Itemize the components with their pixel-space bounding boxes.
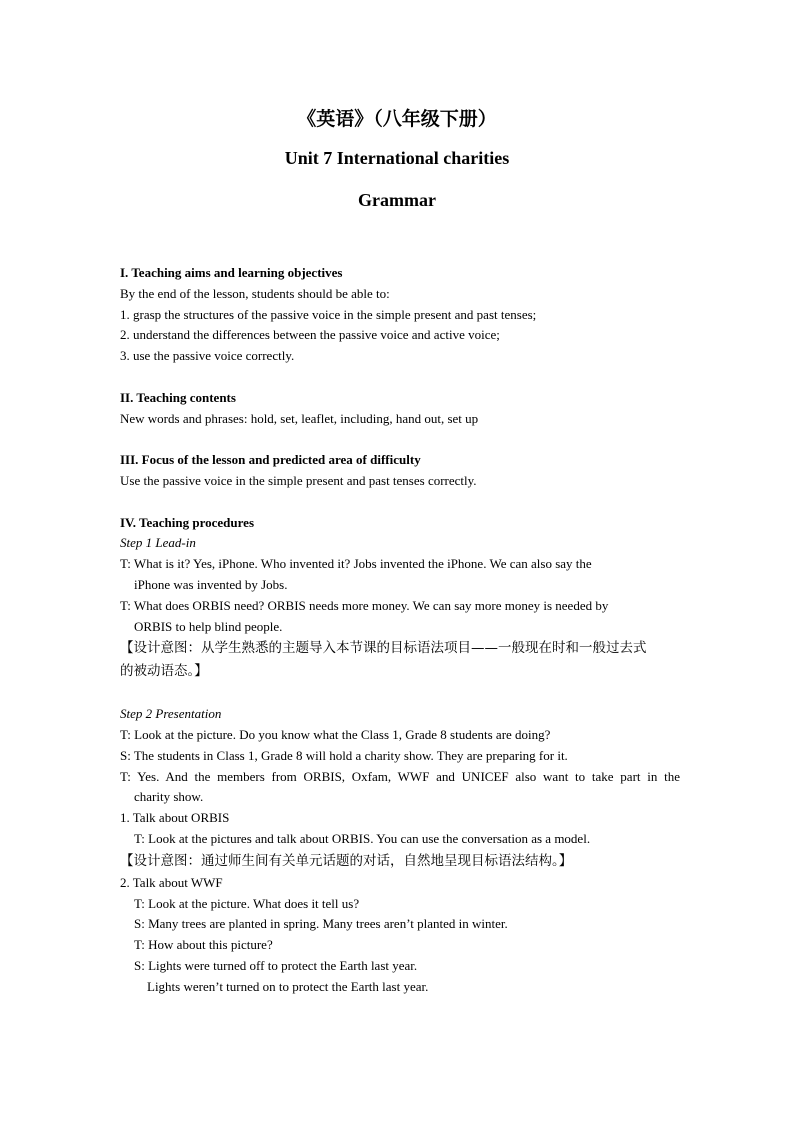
dialogue-line: S: Many trees are planted in spring. Many trees aren’t planted in winter. [134,916,508,932]
aims-item: 1. grasp the structures of the passive voice in the simple present and past tenses; [120,306,537,322]
aims-item: 3. use the passive voice correctly. [120,348,295,364]
unit-title: Unit 7 International charities [284,148,510,168]
dialogue-line: T: What does ORBIS need? ORBIS needs more money. We can say more money is needed by [120,597,609,613]
step2-title: Step 2 Presentation [120,706,222,722]
book-title: 《英语》（八年级下册） [297,108,497,130]
focus-text: Use the passive voice in the simple present and past tenses correctly. [120,472,477,488]
document-body [120,263,680,998]
design-note: 的被动语态。】 [120,663,208,680]
procedures-heading: IV. Teaching procedures [120,514,255,530]
aims-heading: I. Teaching aims and learning objectives [120,265,343,280]
contents-heading: II. Teaching contents [120,389,236,405]
dialogue-line: S: Lights were turned off to protect the Earth last year. [134,957,418,973]
dialogue-line: T: Yes. And the members from ORBIS, Oxfam, WWF and UNICEF also want to take part in the [120,768,680,784]
dialogue-line: T: Look at the picture. Do you know what the Class 1, Grade 8 students are doing? [120,726,551,742]
dialogue-line: T: What is it? Yes, iPhone. Who invented it? Jobs invented the iPhone. We can also say the [120,556,592,572]
dialogue-line: ORBIS to help blind people. [134,618,283,634]
aims-item: 2. understand the differences between the passive voice and active voice; [120,327,500,343]
contents-text: New words and phrases: hold, set, leaflet, including, hand out, set up [120,410,479,426]
dialogue-line: T: Look at the pictures and talk about ORBIS. You can use the conversation as a model. [134,830,591,846]
subsection-heading: 1. Talk about ORBIS [120,810,230,826]
section-title: Grammar [358,190,436,210]
dialogue-line: T: How about this picture? [134,937,273,953]
aims-intro: By the end of the lesson, students should be able to: [120,285,390,301]
dialogue-line: Lights weren’t turned on to protect the Earth last year. [147,978,429,994]
design-note: 【设计意图：从学生熟悉的主题导入本节课的目标语法项目——一般现在时和一般过去式 [120,640,647,657]
step1-title: Step 1 Lead-in [120,535,196,551]
dialogue-line: iPhone was invented by Jobs. [134,576,288,592]
dialogue-line: T: Look at the picture. What does it tell us? [134,895,360,911]
dialogue-line: charity show. [134,789,204,805]
subsection-heading: 2. Talk about WWF [120,874,223,890]
design-note: 【设计意图：通过师生间有关单元话题的对话，自然地呈现目标语法结构。】 [120,852,573,869]
dialogue-line: S: The students in Class 1, Grade 8 will hold a charity show. They are preparing for it. [120,747,568,763]
focus-heading: III. Focus of the lesson and predicted area of difficulty [120,452,421,468]
